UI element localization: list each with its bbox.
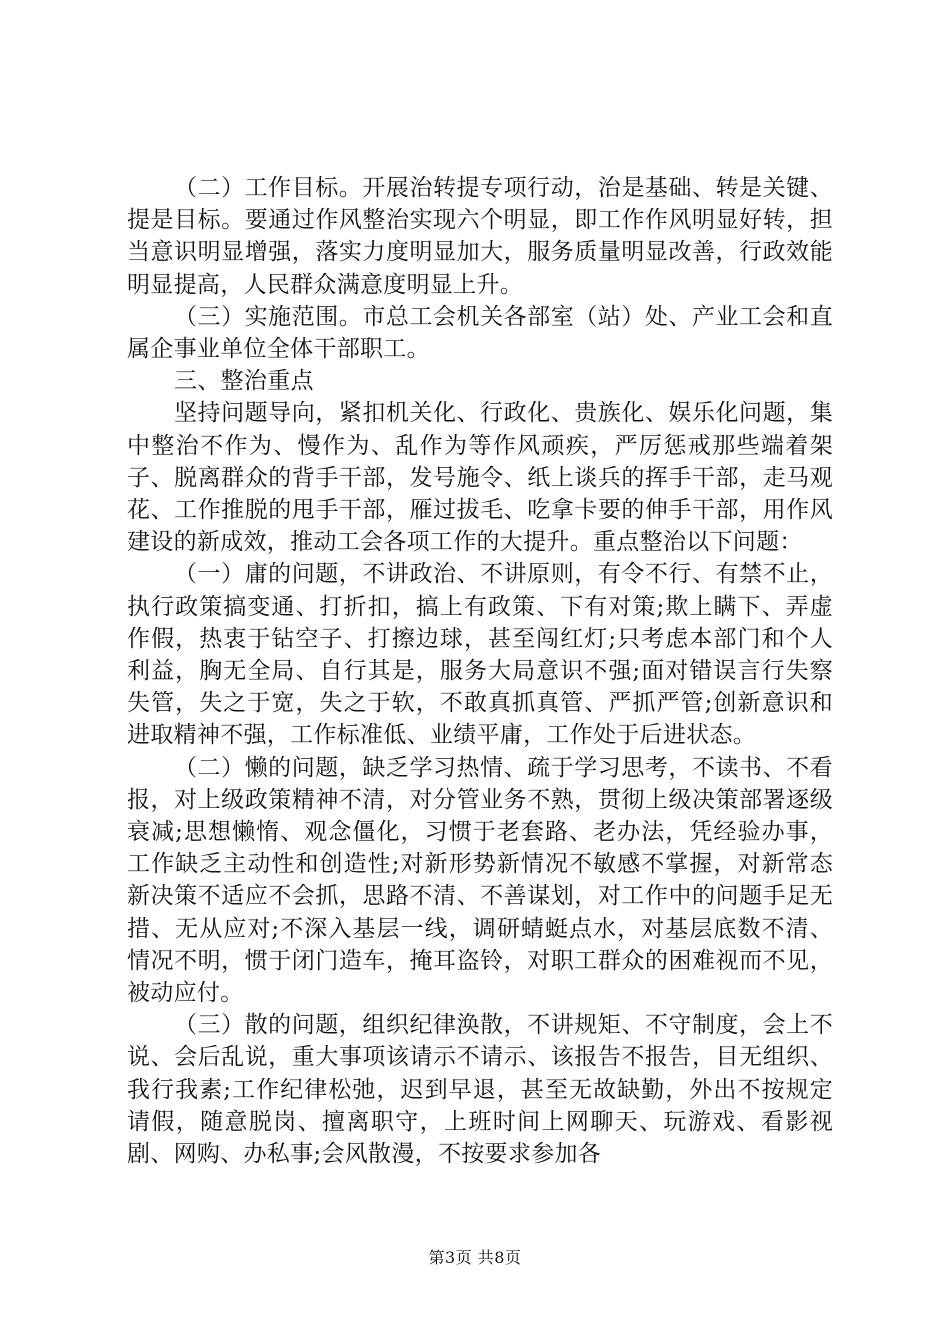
document-body — [127, 172, 833, 1170]
page-number-footer: 第3页 共8页 — [428, 1248, 522, 1267]
section-heading-rectification-focus: 三、整治重点 — [174, 368, 314, 395]
paragraph-laziness-issues: （二）懒的问题，缺乏学习热情、疏于学习思考，不读书、不看报，对上级政策精神不清，对分管业务不熟，贯彻上级决策部署逐级衰减;思想懒惰、观念僵化，习惯于老套路、老办法，凭经验办事，工作缺乏主动性和创造性;对新形势新情况不敏感不掌握，对新常态新决策不适应不会抓，思路不清、不善谋划，对工作中的问题手足无措、无从应对;不深入基层一线，调研蜻蜓点水，对基层底数不清、情况不明，惯于闭门造车，掩耳盗铃，对职工群众的困难视而不见，被动应付。 — [127, 754, 833, 1007]
paragraph-mediocrity-issues: （一）庸的问题，不讲政治、不讲原则，有令不行、有禁不止，执行政策搞变通、打折扣，搞上有政策、下有对策;欺上瞒下、弄虚作假，热衷于钻空子、打擦边球，甚至闯红灯;只考虑本部门和个人利益，胸无全局、自行其是，服务大局意识不强;面对错误言行失察失管，失之于宽，失之于软，不敢真抓真管、严抓严管;创新意识和进取精神不强，工作标准低、业绩平庸，工作处于后进状态。 — [127, 561, 833, 749]
paragraph-work-goals: （二）工作目标。开展治转提专项行动，治是基础、转是关键、提是目标。要通过作风整治实现六个明显，即工作作风明显好转，担当意识明显增强，落实力度明显加大，服务质量明显改善，行政效能明显提高，人民群众满意度明显上升。 — [127, 175, 833, 298]
paragraph-scope: （三）实施范围。市总工会机关各部室（站）处、产业工会和直属企事业单位全体干部职工。 — [127, 303, 833, 363]
paragraph-problem-orientation: 坚持问题导向，紧扣机关化、行政化、贵族化、娱乐化问题，集中整治不作为、慢作为、乱作为等作风顽疾，严厉惩戒那些端着架子、脱离群众的背手干部，发号施令、纸上谈兵的挥手干部，走马观花、工作推脱的甩手干部，雁过拔毛、吃拿卡要的伸手干部，用作风建设的新成效，推动工会各项工作的大提升。重点整治以下问题： — [127, 400, 833, 556]
paragraph-laxity-issues: （三）散的问题，组织纪律涣散，不讲规矩、不守制度，会上不说、会后乱说，重大事项该请示不请示、该报告不报告，目无组织、我行我素;工作纪律松弛，迟到早退，甚至无故缺勤，外出不按规定请假，随意脱岗、擅离职守，上班时间上网聊天、玩游戏、看影视剧、网购、办私事;会风散漫，不按要求参加各 — [127, 1012, 833, 1168]
